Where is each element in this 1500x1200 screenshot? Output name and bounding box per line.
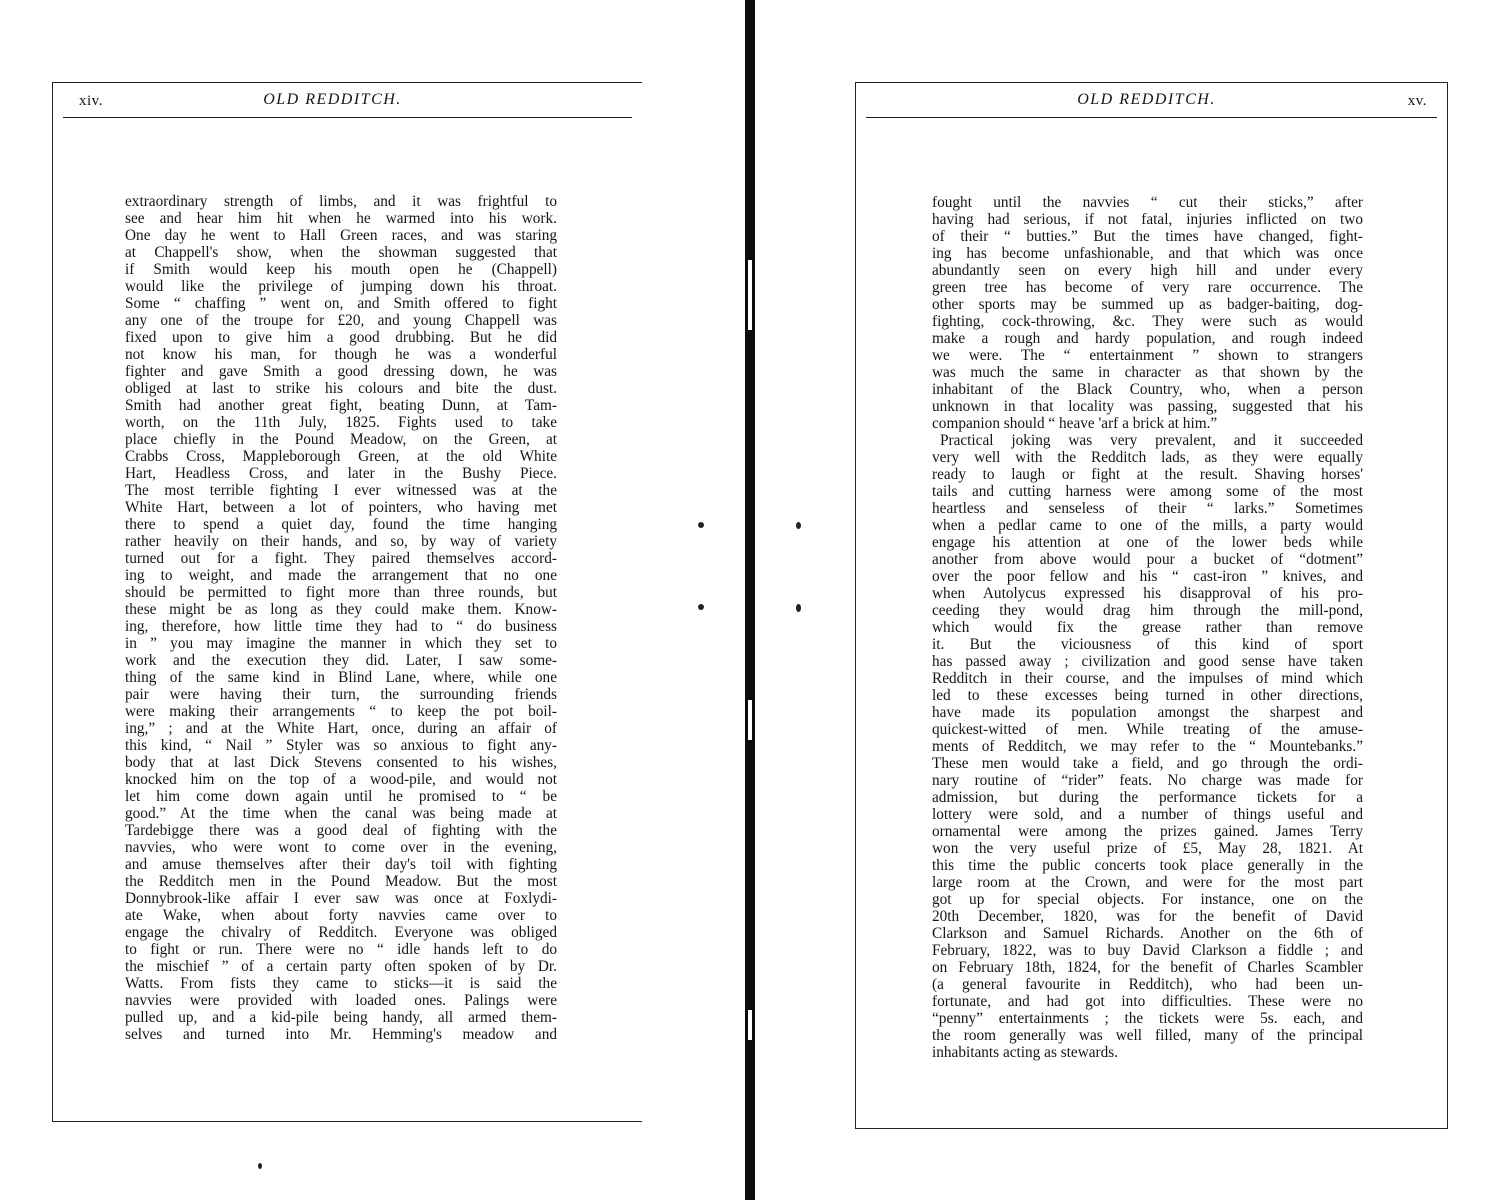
left-page-number: xiv. [79, 93, 103, 109]
text-line: on February 18th, 1824, for the benefit of Charles Scambler [932, 959, 1363, 976]
right-running-title: OLD REDDITCH. [1077, 91, 1216, 108]
text-line: green tree has become of very rare occurrence. The [932, 279, 1363, 296]
text-line: not know his man, for though he was a wonderful [125, 346, 557, 363]
text-line: Crabbs Cross, Mappleborough Green, at the old White [125, 448, 557, 465]
text-line: knocked him on the top of a wood-pile, and would not [125, 771, 557, 788]
text-line: fighting, cock-throwing, &c. They were such as would [932, 313, 1363, 330]
left-running-title: OLD REDDITCH. [263, 91, 402, 108]
text-line: ate Wake, when about forty navvies came over to [125, 907, 557, 924]
text-line: selves and turned into Mr. Hemming's meadow and [125, 1026, 557, 1043]
text-line: ing to weight, and made the arrangement that no one [125, 567, 557, 584]
scan-speck [796, 522, 801, 529]
text-line: should be permitted to fight more than three rounds, but [125, 584, 557, 601]
text-line: fortunate, and had got into difficulties. These were no [932, 993, 1363, 1010]
text-line: “penny” entertainments ; the tickets were 5s. each, and [932, 1010, 1363, 1027]
text-line: the mischief ” of a certain party often spoken of by Dr. [125, 958, 557, 975]
text-line: place chiefly in the Pound Meadow, on the Green, at [125, 431, 557, 448]
text-line: White Hart, between a lot of pointers, who having met [125, 499, 557, 516]
text-line: navvies, who were wont to come over in the evening, [125, 839, 557, 856]
text-line: this time the public concerts took place generally in the [932, 857, 1363, 874]
text-line: there to spend a quiet day, found the time hanging [125, 516, 557, 533]
text-line: One day he went to Hall Green races, and was staring [125, 227, 557, 244]
text-line: large room at the Crown, and were for the most part [932, 874, 1363, 891]
text-line: inhabitants acting as stewards. [932, 1044, 1119, 1061]
text-line: pulled up, and a kid-pile being handy, all armed them- [125, 1009, 557, 1026]
text-line: won the very useful prize of £5, May 28, 1821. At [932, 840, 1363, 857]
text-line: other sports may be summed up as badger-baiting, dog- [932, 296, 1363, 313]
scan-speck [698, 522, 704, 528]
left-running-head [63, 83, 632, 118]
text-line: work and the execution they did. Later, I saw some- [125, 652, 557, 669]
text-line: has passed away ; civilization and good sense have taken [932, 653, 1363, 670]
text-line: These men would take a field, and go through the ordi- [932, 755, 1363, 772]
text-line: ing,” ; and at the White Hart, once, during an affair of [125, 720, 557, 737]
text-line: lottery were sold, and a number of things useful and [932, 806, 1363, 823]
text-line: fixed upon to give him a good drubbing. But he did [125, 329, 557, 346]
text-line: were making their arrangements “ to keep the pot boil- [125, 703, 557, 720]
spine-highlight [748, 1010, 752, 1040]
text-line: of their “ butties.” But the times have changed, fight- [932, 228, 1363, 245]
text-line: in ” you may imagine the manner in which they set to [125, 635, 557, 652]
text-line: fighter and gave Smith a good dressing down, he was [125, 363, 557, 380]
text-line: tails and cutting harness were among some of the most [932, 483, 1363, 500]
text-line: Tardebigge there was a good deal of fighting with the [125, 822, 557, 839]
text-line: admission, but during the performance tickets for a [932, 789, 1363, 806]
text-line: companion should “ heave 'arf a brick at him.” [932, 415, 1218, 432]
right-page-number: xv. [1407, 93, 1427, 109]
text-line: The most terrible fighting I ever witnessed was at the [125, 482, 557, 499]
text-line: engage his attention at one of the lower beds while [932, 534, 1363, 551]
text-line: another from above would pour a bucket of “dotment” [932, 551, 1363, 568]
text-line: rather heavily on their hands, and so, by way of variety [125, 533, 557, 550]
text-line: would like the privilege of jumping down his throat. [125, 278, 557, 295]
text-line: 20th December, 1820, was for the benefit of David [932, 908, 1363, 925]
text-line: over the poor fellow and his “ cast-iron ” knives, and [932, 568, 1363, 585]
text-line: got up for special objects. For instance, one on the [932, 891, 1363, 908]
text-line: unknown in that locality was passing, suggested that his [932, 398, 1363, 415]
text-line: was much the same in character as that shown by the [932, 364, 1363, 381]
text-line: quickest-witted of men. While treating of the amuse- [932, 721, 1363, 738]
text-line: Redditch in their course, and the impulses of mind which [932, 670, 1363, 687]
text-line: nary routine of “rider” feats. No charge was made for [932, 772, 1363, 789]
text-line: see and hear him hit when he warmed into his work. [125, 210, 557, 227]
text-line: Some “ chaffing ” went on, and Smith offered to fight [125, 295, 557, 312]
spine-highlight [748, 260, 752, 330]
text-line: abundantly seen on every high hill and under every [932, 262, 1363, 279]
text-line: (a general favourite in Redditch), who had been un- [932, 976, 1363, 993]
left-body-text [125, 193, 557, 1043]
text-line: having had serious, if not fatal, injuries inflicted on two [932, 211, 1363, 228]
text-line: ing, therefore, how little time they had to “ do business [125, 618, 557, 635]
text-line: these might be as long as they could make them. Know- [125, 601, 557, 618]
right-page [855, 82, 1448, 1129]
text-line: inhabitant of the Black Country, who, when a person [932, 381, 1363, 398]
text-line: engage the chivalry of Redditch. Everyone was obliged [125, 924, 557, 941]
scan-speck [796, 604, 801, 612]
text-line: extraordinary strength of limbs, and it was frightful to [125, 193, 557, 210]
spine-highlight [748, 700, 752, 740]
text-line: very well with the Redditch lads, as they were equally [932, 449, 1363, 466]
text-line: we were. The “ entertainment ” shown to strangers [932, 347, 1363, 364]
text-line: navvies were provided with loaded ones. Palings were [125, 992, 557, 1009]
text-line: make a rough and hardy population, and rough indeed [932, 330, 1363, 347]
text-line: at Chappell's show, when the showman suggested that [125, 244, 557, 261]
text-line: it. But the viciousness of this kind of sport [932, 636, 1363, 653]
text-line: any one of the troupe for £20, and young Chappell was [125, 312, 557, 329]
text-line: heartless and senseless of their “ larks.” Sometimes [932, 500, 1363, 517]
text-line: worth, on the 11th July, 1825. Fights used to take [125, 414, 557, 431]
text-line: thing of the same kind in Blind Lane, where, while one [125, 669, 557, 686]
scan-speck [258, 1163, 262, 1169]
text-line: Donnybrook-like affair I ever saw was once at Foxlydi- [125, 890, 557, 907]
right-running-head [866, 83, 1437, 118]
text-line: when a pedlar came to one of the mills, a party would [932, 517, 1363, 534]
text-line: pair were having their turn, the surrounding friends [125, 686, 557, 703]
scan-speck [698, 604, 704, 610]
text-line: to fight or run. There were no “ idle hands left to do [125, 941, 557, 958]
text-line: Watts. From fists they came to sticks—it is said the [125, 975, 557, 992]
right-body-text [932, 194, 1363, 1061]
text-line: Hart, Headless Cross, and later in the Bushy Piece. [125, 465, 557, 482]
text-line: if Smith would keep his mouth open he (Chappell) [125, 261, 557, 278]
text-line: the room generally was well filled, many of the principal [932, 1027, 1363, 1044]
text-line: when Autolycus expressed his disapproval of his pro- [932, 585, 1363, 602]
text-line: February, 1822, was to buy David Clarkson a fiddle ; and [932, 942, 1363, 959]
text-line: led to these excesses being turned in other directions, [932, 687, 1363, 704]
text-line: good.” At the time when the canal was being made at [125, 805, 557, 822]
text-line: ments of Redditch, we may refer to the “ Mountebanks.” [932, 738, 1363, 755]
text-line: ing has become unfashionable, and that which was once [932, 245, 1363, 262]
text-line: this kind, “ Nail ” Styler was so anxious to fight any- [125, 737, 557, 754]
left-page [52, 82, 642, 1122]
text-line: ready to laugh or fight at the result. Shaving horses' [932, 466, 1363, 483]
text-line: have made its population amongst the sharpest and [932, 704, 1363, 721]
text-line: and amuse themselves after their day's toil with fighting [125, 856, 557, 873]
text-line: Practical joking was very prevalent, and it succeeded [940, 432, 1363, 449]
text-line: the Redditch men in the Pound Meadow. But the most [125, 873, 557, 890]
text-line: obliged at last to strike his colours and bite the dust. [125, 380, 557, 397]
text-line: body that at last Dick Stevens consented to his wishes, [125, 754, 557, 771]
text-line: Smith had another great fight, beating Dunn, at Tam- [125, 397, 557, 414]
text-line: which would fix the grease rather than remove [932, 619, 1363, 636]
text-line: ornamental were among the prizes gained. James Terry [932, 823, 1363, 840]
text-line: let him come down again until he promised to “ be [125, 788, 557, 805]
text-line: turned out for a fight. They paired themselves accord- [125, 550, 557, 567]
text-line: ceeding they would drag him through the mill-pond, [932, 602, 1363, 619]
text-line: fought until the navvies “ cut their sticks,” after [932, 194, 1363, 211]
text-line: Clarkson and Samuel Richards. Another on the 6th of [932, 925, 1363, 942]
